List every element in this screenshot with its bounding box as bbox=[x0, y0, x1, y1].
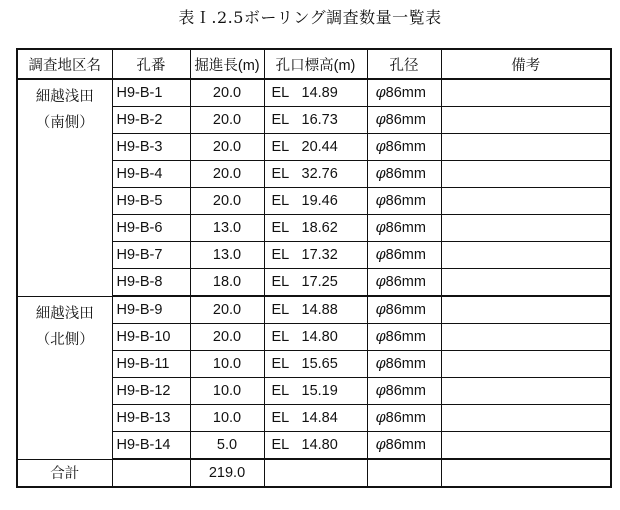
hole-number: H9-B-10 bbox=[112, 324, 190, 351]
elevation-value: 14.84 bbox=[301, 410, 338, 426]
hole-number: H9-B-5 bbox=[112, 188, 190, 215]
drilling-length: 10.0 bbox=[190, 405, 264, 432]
diameter-symbol: φ bbox=[375, 139, 386, 155]
hole-diameter bbox=[367, 432, 441, 460]
diameter-symbol: φ bbox=[375, 220, 386, 236]
drilling-length: 13.0 bbox=[190, 242, 264, 269]
hole-diameter bbox=[367, 79, 441, 107]
drilling-length: 18.0 bbox=[190, 269, 264, 297]
header-remarks: 備考 bbox=[441, 49, 611, 79]
table-title: 表Ｉ.2.5ボーリング調査数量一覧表 bbox=[178, 8, 442, 27]
total-length: 219.0 bbox=[190, 459, 264, 487]
hole-diameter bbox=[367, 107, 441, 134]
diameter-value: 86mm bbox=[385, 437, 426, 453]
hole-diameter bbox=[367, 405, 441, 432]
diameter-value: 86mm bbox=[385, 329, 426, 345]
remarks-cell bbox=[441, 351, 611, 378]
hole-diameter bbox=[367, 324, 441, 351]
diameter-value: 86mm bbox=[385, 139, 426, 155]
collar-elevation bbox=[264, 432, 367, 460]
total-empty-remarks bbox=[441, 459, 611, 487]
hole-diameter bbox=[367, 161, 441, 188]
diameter-symbol: φ bbox=[375, 85, 386, 101]
diameter-value: 86mm bbox=[385, 356, 426, 372]
drilling-length: 20.0 bbox=[190, 79, 264, 107]
hole-diameter bbox=[367, 378, 441, 405]
boring-survey-table bbox=[16, 48, 612, 488]
hole-number: H9-B-2 bbox=[112, 107, 190, 134]
collar-elevation bbox=[264, 188, 367, 215]
total-empty-hole bbox=[112, 459, 190, 487]
diameter-symbol: φ bbox=[375, 112, 386, 128]
diameter-symbol: φ bbox=[375, 329, 386, 345]
collar-elevation bbox=[264, 378, 367, 405]
elevation-prefix: EL bbox=[271, 274, 290, 290]
diameter-value: 86mm bbox=[385, 410, 426, 426]
collar-elevation bbox=[264, 242, 367, 269]
hole-number: H9-B-8 bbox=[112, 269, 190, 297]
table-row bbox=[17, 79, 611, 107]
drilling-length: 20.0 bbox=[190, 324, 264, 351]
elevation-prefix: EL bbox=[271, 193, 290, 209]
total-row bbox=[17, 459, 611, 487]
drilling-length: 13.0 bbox=[190, 215, 264, 242]
region-side: （北側） bbox=[35, 331, 94, 348]
remarks-cell bbox=[441, 432, 611, 460]
hole-diameter bbox=[367, 296, 441, 324]
elevation-value: 15.19 bbox=[301, 383, 338, 399]
collar-elevation bbox=[264, 79, 367, 107]
elevation-value: 14.89 bbox=[301, 85, 338, 101]
elevation-value: 18.62 bbox=[301, 220, 338, 236]
header-collar-elevation: 孔口標高(m) bbox=[264, 49, 367, 79]
elevation-prefix: EL bbox=[271, 166, 290, 182]
elevation-value: 19.46 bbox=[301, 193, 338, 209]
drilling-length: 20.0 bbox=[190, 188, 264, 215]
hole-number: H9-B-4 bbox=[112, 161, 190, 188]
diameter-value: 86mm bbox=[385, 383, 426, 399]
elevation-value: 14.88 bbox=[301, 302, 338, 318]
diameter-symbol: φ bbox=[375, 383, 386, 399]
region-name: 細越浅田 bbox=[35, 305, 94, 322]
remarks-cell bbox=[441, 269, 611, 297]
collar-elevation bbox=[264, 134, 367, 161]
diameter-symbol: φ bbox=[375, 274, 386, 290]
hole-number: H9-B-9 bbox=[112, 296, 190, 324]
elevation-prefix: EL bbox=[271, 220, 290, 236]
total-empty-diameter bbox=[367, 459, 441, 487]
remarks-cell bbox=[441, 134, 611, 161]
elevation-value: 14.80 bbox=[301, 329, 338, 345]
elevation-value: 17.32 bbox=[301, 247, 338, 263]
collar-elevation bbox=[264, 405, 367, 432]
diameter-symbol: φ bbox=[375, 193, 386, 209]
collar-elevation bbox=[264, 107, 367, 134]
remarks-cell bbox=[441, 188, 611, 215]
elevation-prefix: EL bbox=[271, 302, 290, 318]
elevation-value: 14.80 bbox=[301, 437, 338, 453]
elevation-prefix: EL bbox=[271, 356, 290, 372]
elevation-value: 20.44 bbox=[301, 139, 338, 155]
header-diameter: 孔径 bbox=[367, 49, 441, 79]
region-cell bbox=[17, 79, 112, 296]
collar-elevation bbox=[264, 324, 367, 351]
hole-number: H9-B-11 bbox=[112, 351, 190, 378]
header-drilling-length: 掘進長(m) bbox=[190, 49, 264, 79]
hole-number: H9-B-6 bbox=[112, 215, 190, 242]
diameter-symbol: φ bbox=[375, 356, 386, 372]
drilling-length: 20.0 bbox=[190, 134, 264, 161]
region-side: （南側） bbox=[35, 115, 94, 131]
elevation-prefix: EL bbox=[271, 383, 290, 399]
total-empty-elevation bbox=[264, 459, 367, 487]
table-row bbox=[17, 296, 611, 324]
elevation-prefix: EL bbox=[271, 85, 290, 101]
hole-number: H9-B-14 bbox=[112, 432, 190, 460]
diameter-symbol: φ bbox=[375, 166, 386, 182]
hole-diameter bbox=[367, 269, 441, 297]
hole-number: H9-B-7 bbox=[112, 242, 190, 269]
drilling-length: 20.0 bbox=[190, 107, 264, 134]
diameter-value: 86mm bbox=[385, 166, 426, 182]
hole-diameter bbox=[367, 351, 441, 378]
hole-number: H9-B-1 bbox=[112, 79, 190, 107]
elevation-prefix: EL bbox=[271, 437, 290, 453]
hole-number: H9-B-13 bbox=[112, 405, 190, 432]
elevation-value: 17.25 bbox=[301, 274, 338, 290]
remarks-cell bbox=[441, 161, 611, 188]
region-name: 細越浅田 bbox=[35, 89, 94, 105]
remarks-cell bbox=[441, 378, 611, 405]
hole-number: H9-B-3 bbox=[112, 134, 190, 161]
elevation-prefix: EL bbox=[271, 112, 290, 128]
elevation-prefix: EL bbox=[271, 139, 290, 155]
remarks-cell bbox=[441, 242, 611, 269]
diameter-value: 86mm bbox=[385, 274, 426, 290]
collar-elevation bbox=[264, 215, 367, 242]
drilling-length: 5.0 bbox=[190, 432, 264, 460]
diameter-value: 86mm bbox=[385, 85, 426, 101]
collar-elevation bbox=[264, 296, 367, 324]
remarks-cell bbox=[441, 296, 611, 324]
elevation-value: 32.76 bbox=[301, 166, 338, 182]
header-row bbox=[17, 49, 611, 79]
collar-elevation bbox=[264, 351, 367, 378]
diameter-symbol: φ bbox=[375, 410, 386, 426]
drilling-length: 20.0 bbox=[190, 161, 264, 188]
hole-diameter bbox=[367, 242, 441, 269]
drilling-length: 10.0 bbox=[190, 351, 264, 378]
header-region: 調査地区名 bbox=[17, 49, 112, 79]
diameter-value: 86mm bbox=[385, 112, 426, 128]
drilling-length: 20.0 bbox=[190, 296, 264, 324]
hole-diameter bbox=[367, 215, 441, 242]
elevation-prefix: EL bbox=[271, 247, 290, 263]
diameter-value: 86mm bbox=[385, 193, 426, 209]
diameter-value: 86mm bbox=[385, 302, 426, 318]
header-hole-number: 孔番 bbox=[112, 49, 190, 79]
diameter-value: 86mm bbox=[385, 220, 426, 236]
diameter-value: 86mm bbox=[385, 247, 426, 263]
drilling-length: 10.0 bbox=[190, 378, 264, 405]
collar-elevation bbox=[264, 161, 367, 188]
remarks-cell bbox=[441, 79, 611, 107]
diameter-symbol: φ bbox=[375, 247, 386, 263]
diameter-symbol: φ bbox=[375, 302, 386, 318]
elevation-value: 15.65 bbox=[301, 356, 338, 372]
remarks-cell bbox=[441, 215, 611, 242]
remarks-cell bbox=[441, 324, 611, 351]
remarks-cell bbox=[441, 405, 611, 432]
hole-diameter bbox=[367, 188, 441, 215]
region-cell bbox=[17, 296, 112, 459]
elevation-prefix: EL bbox=[271, 329, 290, 345]
hole-number: H9-B-12 bbox=[112, 378, 190, 405]
remarks-cell bbox=[441, 107, 611, 134]
collar-elevation bbox=[264, 269, 367, 297]
elevation-prefix: EL bbox=[271, 410, 290, 426]
diameter-symbol: φ bbox=[375, 437, 386, 453]
hole-diameter bbox=[367, 134, 441, 161]
total-label: 合計 bbox=[17, 459, 112, 487]
elevation-value: 16.73 bbox=[301, 112, 338, 128]
